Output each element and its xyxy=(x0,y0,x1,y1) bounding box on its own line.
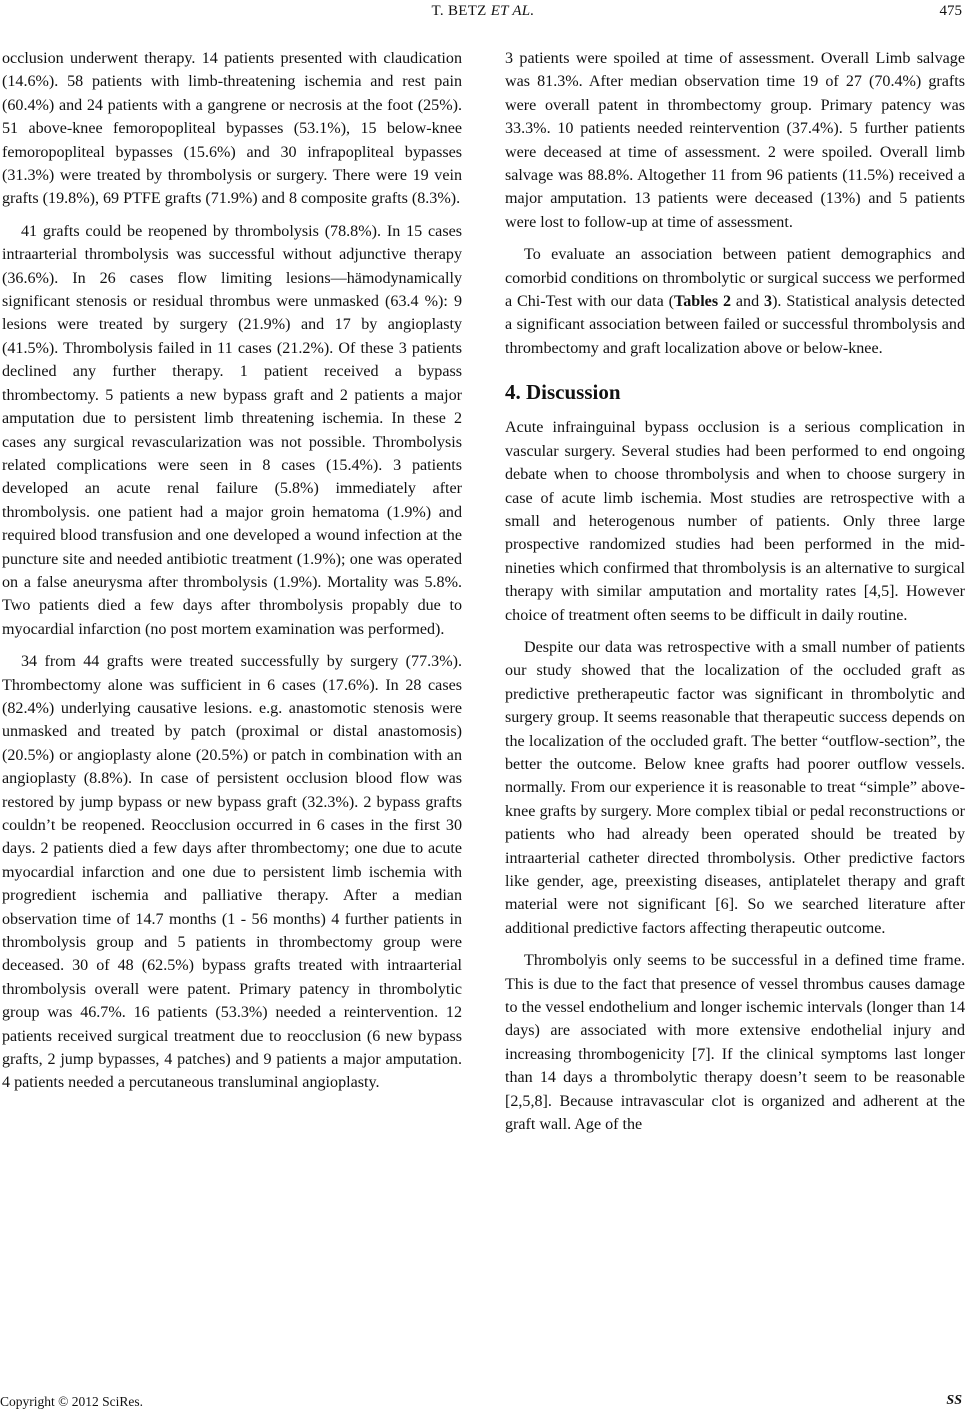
statistics-text-after: ). Statistical analysis detected a significant association between failed or successful thrombolysis and thrombectomy and graft localization above or below-knee. xyxy=(505,293,966,357)
right-column xyxy=(505,47,965,1145)
results-paragraph-thrombolysis: 41 grafts could be reopened by thrombolysis (78.8%). In 15 cases intraarterial thrombolysis was successful without adjunctive therapy (36.6%). In 26 cases flow limiting lesions—hämodynamically significant stenosis or residual thrombus were unmasked (63.4 %): 9 lesions were treated by surgery (21.9%) and 17 by angioplasty (41.5%). Thrombolysis failed in 11 cases (21.2%). Of these 3 patients declined any further therapy. 1 patient received a bypass thrombectomy. 5 patients a new bypass graft and 2 patients a major amputation due to persistent limb threatening ischemia. In these 2 cases any surgical revascularization was not possible. Thrombolysis related complications were seen in 8 cases (15.4%). 3 patients developed an acute renal failure (5.8%) immediately after thrombolysis. one patient had a major groin hematoma (1.9%) and required blood transfusion and one developed a wound infection at the puncture site and needed antibiotic treatment (1.9%); one was operated on a false aneurysma after thrombolysis (1.9%). Mortality was 5.8%. Two patients died a few days after thrombolysis propably due to myocardial infarction (no post mortem examination was performed). xyxy=(2,222,462,638)
left-column xyxy=(2,47,462,1095)
header-etal: ET AL. xyxy=(490,3,535,19)
results-paragraph-1: occlusion underwent therapy. 14 patients presented with claudication (14.6%). 58 patients with limb-threatening ischemia and rest pain (60.4%) and 24 patients with a gangrene or necrosis at the foot (25%). 51 above-knee femoropopliteal bypasses (53.1%), 15 below-knee femoropopliteal bypasses (15.6%) and 30 infrapopliteal bypasses (31.3%) were treated by thrombolysis or surgery. There were 19 vein grafts (19.8%), 69 PTFE grafts (71.9%) and 8 composite grafts (8.3%). xyxy=(2,50,462,208)
table-reference-link[interactable]: 3 xyxy=(764,293,773,311)
statistics-text-before: To evaluate an association between patient demographics and comorbid conditions on thrombolytic or surgical success we performed a Chi-Test with our data ( xyxy=(505,246,965,311)
page-number: 475 xyxy=(939,3,962,19)
discussion-paragraph-2: Despite our data was retrospective with a small number of patients our study showed that the localization of the occluded graft as predictive pretherapeutic factor was significant in thrombolytic and surgery group. It seems reasonable that therapeutic success depends on the localization of the occluded graft. The better “outflow-section”, the better the outcome. Below knee grafts had poorer outflow vessels. normally. From our experience it is reasonable to treat “simple” above-knee grafts by surgery. More complex tibial or pedal reconstructions or patients who had already been operated should be treated by intraarterial catheter directed thrombolysis. Other predictive factors like gender, age, preexisting diseases, antiplatelet therapy and graft material were not significant [6]. So we searched literature after additional predictive factors affecting therapeutic outcome. xyxy=(505,638,965,937)
results-paragraph-statistics xyxy=(505,243,965,360)
table-reference-link[interactable]: Tables 2 xyxy=(673,293,732,311)
footer-journal-abbrev: SS xyxy=(946,1393,962,1408)
results-paragraph-surgery: 34 from 44 grafts were treated successfully by surgery (77.3%). Thrombectomy alone was sufficient in 6 cases (17.6%). In 28 cases (82.4%) underlying causative lesions. e.g. anastomotic stenosis were unmasked and treated by patch (proximal or distal anastomosis) (20.5%) or angioplasty alone (20.5%) or patch in combination with an angioplasty (8.8%). In case of persistent occlusion blood flow was restored by jump bypass or new bypass graft (32.3%). 2 bypass grafts couldn’t be reopened. Reocclusion occurred in 6 cases in the first 30 days. 2 patients died a few days after thrombectomy; one due to acute myocardial infarction and one due to persistent limb ischemia with progredient ischemia and palliative therapy. After a median observation time of 14.7 months (1 - 56 months) 4 further patients in thrombolysis group and 5 patients in thrombectomy group were deceased. 30 of 48 (62.5%) bypass grafts treated with intraarterial thrombolysis overall were patent. Primary patency in thrombolytic group was 46.7%. 16 patients (53.3%) needed a reintervention. 12 patients received surgical treatment due to reocclusion (6 new bypass grafts, 2 jump bypasses, 4 patches) and 9 patients a major amputation. 4 patients needed a percutaneous transluminal angioplasty. xyxy=(2,653,462,1092)
results-paragraph-thrombectomy: 3 patients were spoiled at time of assessment. Overall Limb salvage was 81.3%. After median observation time 19 of 27 (70.4%) grafts were overall patent in thrombectomy group. Primary patency was 33.3%. 10 patients needed reintervention (37.4%). 5 further patients were deceased at time of assessment. 2 were spoiled. Overall limb salvage was 88.8%. Altogether 11 from 96 patients (11.5%) received a major amputation. 13 patients were deceased (13%) and 5 patients were lost to follow-up at time of assessment. xyxy=(505,50,965,231)
footer-copyright: Copyright © 2012 SciRes. xyxy=(0,1394,144,1409)
header-authors: T. BETZ xyxy=(431,3,487,19)
statistics-text-and: and xyxy=(731,293,765,311)
discussion-paragraph-1: Acute infrainguinal bypass occlusion is a serious complication in vascular surgery. Several studies had been performed to end ongoing debate when to choose thrombolysis and when to choose surgery in case of acute limb ischemia. Most studies are retrospective with a small and heterogenous number of patients. Only three large prospective randomized studies had been performed in the mid-nineties which confirmed that thrombolysis is an alternative to surgical therapy with similar amputation and mortality rates [4,5]. However choice of treatment often seems to be difficult in daily routine. xyxy=(505,419,965,624)
running-header xyxy=(0,3,966,20)
discussion-paragraph-3: Thrombolyis only seems to be successful in a defined time frame. This is due to the fact that presence of vessel thrombus causes damage to the vessel endothelium and longer ischemic intervals (longer than 14 days) are associated with more extensive endothelial injury and increasing thrombogenicity [7]. If the clinical symptoms last longer than 14 days a thrombolytic therapy doesn’t seem to be reasonable [2,5,8]. Because intravascular clot is organized and adherent at the graft wall. Age of the xyxy=(505,952,965,1134)
section-heading-discussion: 4. Discussion xyxy=(505,380,621,405)
